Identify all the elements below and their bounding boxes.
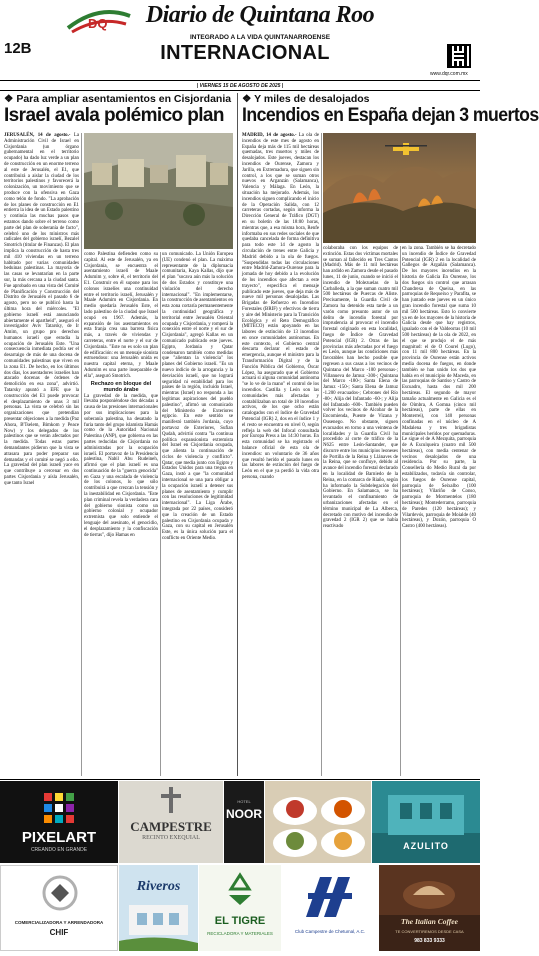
pixelart-title: PIXELART xyxy=(21,829,97,846)
eltigre-title: EL TIGRE xyxy=(214,915,266,927)
chif-subtitle: COMERCIALIZADORA Y ARRENDADORA xyxy=(14,920,104,925)
column-divider xyxy=(321,133,322,776)
left-article-column-3 xyxy=(162,252,233,776)
noor-subtitle: HOTEL xyxy=(237,799,251,804)
left-article-headline[interactable]: Israel avala polémico plan xyxy=(4,105,224,126)
chif-title: CHIF xyxy=(49,928,69,937)
coffee-photo xyxy=(379,865,480,915)
riveros-photo xyxy=(119,865,198,951)
masthead-rule xyxy=(0,80,480,81)
coffee-phone[interactable]: 983 833 9333 xyxy=(414,938,445,944)
right-article-photo xyxy=(323,133,476,243)
right-article-column-2 xyxy=(323,246,398,776)
website-link[interactable]: www.dqr.com.mx xyxy=(430,71,468,77)
masthead-tagline: INTEGRADO A LA VIDA QUINTANARROENSE xyxy=(189,34,331,41)
left-article-text-1: La Administración Civil de Israel en Cisjordania (un órgano gubernamental en el territorio ocupado) ha dado luz verde a un plan de construcción en un enorme terreno al este de Jerusalén, el E1, que contribuirá a aislar la ciudad de los territorios palestinos y favorecerá la colonización, un movimiento que se produce con la ofensiva en Gaza como telón de fondo. "La aprobación de los planes de construcción en E1 entierra la idea de un Estado palestino y continúa las muchas pasos que estamos dando sobre el terreno como parte del plan de soberanía de facto", celebró uno de los ministros más radicales del gobierno israelí, Bezalel Smotrich (titular de Finanzas). El plan implica la construcción de hasta tres mil 410 viviendas en un terreno habitado por varias comunidades beduinas palestinas. La mayoría de las casas se levantarían en la parte sur, la más cercana a la ciudad santa. Fue aprobado en una vista del Comité de Planificación y Construcción del Distrito de Jerusalén el pasado 6 de agosto, pero no se publicó hasta la última hora del miércoles. "El gobierno israelí está anunciando abiertamente el apartheid", aseguró el investigador Aviv Tatarsky, de Ir Amim, un grupo pro derechos humanos israelí que estudia la ocupación de Jerusalén Este. "Una consecuencia inmediata podría ser el desarraigo de más de una docena de comunidades palestinas que viven en la zona E1. De hecho, en los últimos dos días, los asentadores israelíes han atacado docenas de órdenes de demolición en esa zona", advirtió. Tatarsky apuntó a EFE que la construcción del E1 puede provocar el desplazamiento de unas 3 mil personas. La vista se celebró sin las organizaciones que pretendían presentar objeciones a la medida (Paz Ahora, B'Tselem, Bimkom y Peace Now) y los delegados de los palestinos que se verán afectados por la medida. Todas estas partes demandantes pidieron que la vista se atrasara para poder preparar sus demandas y el comité se negó a ello. La gravedad del plan israelí yace en que contribuye a cercenar en dos partes Cisjordania y aísla Jerusalén, que tanto Israel xyxy=(4,133,79,486)
pixelart-logo-icon xyxy=(44,793,74,823)
ad-italian-coffee[interactable] xyxy=(379,865,480,951)
ad-noor[interactable] xyxy=(224,781,264,863)
ad-riveros[interactable] xyxy=(119,865,198,951)
right-article-kicker: ❖ Y miles de desalojados xyxy=(242,93,370,105)
campestre-title: CAMPESTRE xyxy=(130,819,212,834)
chif-logo-icon xyxy=(41,874,79,912)
left-article-text-2: como Palestina defienden como su capital. Al este de Jerusalén, ya en Cisjordania, se encuentra el asentamiento israelí de Maale Adumim y, sobre él, el territorio del E1. Construir en él supone para los colonos israelíes una continuidad entre el territorio israelí, Jerusalén y Maale Adumim en Cisjordania. En medio quedaría Jerusalén Este, el lado palestino de la ciudad que Israel ocupó en 1967. Además, la expansión de los asentamientos en esta franja crea una barrera física más, a través de viviendas y carreteras, entre el norte y el sur de Cisjordania. "Este no es solo un plan de edificación: es un mensaje sionista estruendoso: una Jerusalén unida es nuestra capital eterna, y Maale Adumim es una parte inseparable de ella", aseguró Smotrich. xyxy=(84,252,158,379)
coffee-title: The Italian Coffee xyxy=(401,917,458,926)
left-article-dateline: JERUSALÉN, 14 de agosto.- xyxy=(4,133,71,138)
left-article-photo xyxy=(84,133,233,249)
article-divider xyxy=(237,93,238,776)
dateline-rule xyxy=(0,90,480,91)
azulito-title: AZULITO xyxy=(403,841,449,851)
campestre-subtitle: RECINTO EXEQUIAL xyxy=(142,835,200,841)
right-article-text-1: La ola de incendios de este mes de agosto en España deja más de 115 mil hectáreas quemadas, tres muertos y miles de desalojados. Este jueves, destacan los incendios de Ourense, Zamora y Jarilla, en Extremadura, que siguen sin control, a los que se suman otros nuevos en Arganzán (Salamanca), Valencia y Málaga. En León, la situación ha mejorado. Además, los incendios siguen complicando el inicio de la Operación Salida, con 12 carreteras cortadas, según informa la Dirección General de Tráfico (DGT) en su boletín de las 18:00 horas, mientras que, a esa misma hora, Renfe informaba en sus redes sociales de que quedaba cancelada de forma definitiva para todo este 14 de agosto la circulación de trenes entre Galicia y Madrid debido a la ola de fuegos. "Suspendidas todas las circulaciones entre Madrid-Zamora-Ourense para la jornada de hoy debido a la evolución de los incendios que afectan a este trayecto", especifica el mensaje publicado este jueves, que deja más de nueve mil personas desalojadas. Las Brigadas de Refuerzo en Incendios Forestales (BRIF) y efectivos de tierra y aire del Ministerio para la Transición Ecológica y el Reto Demográfico (MITECO) están apoyando en las labores de extinción de 13 incendios en once comunidades autónomas. En este contexto, el Gobierno central descarta declarar el estado de emergencia, aunque el ministro para la Transformación Digital y de la Función Pública del Gobierno, Óscar López, ha asegurado que el Gobierno actuará si alguna comunidad autónoma "se lo ve de la mano" el control de los incendios. Castilla y León son las comunidades más afectadas y contabilizaban un total de 18 incendios activos, de los que ocho están catalogados con el índice de Gravedad Potencial (IGR) 2, dos en el índice 1 y el resto se encuentra en nivel 0, según refleja la web del Infocal consultada por Europa Press a las 14:30 horas. En esta comunidad se ha registrado el balance oficial de esta ola de incendios: un voluntario de 36 años que resultó herido el pasado lunes en las labores de extinción del fuego de León en el que ya perdió la vida otra persona, cuando xyxy=(242,133,319,481)
right-article-column-3 xyxy=(402,246,476,776)
right-article-text-2: colaboraba con los equipos de extinción. Estas dos víctimas mortales se suman al fallecido en Tres Cantos (Madrid). Más de 11 mil hectáreas han ardido en Zamora desde el pasado lunes, 11 de junio, cuando se inició el incendio de Molezuelas de la Carballeda, a la que suman cuatro mil 500 hectáreas de Puercas de Aliste. Precisamente, la Guardia Civil de Zamora ha detenido esta tarde a un varón como presunto autor de un delito de incendio forestal por imprudencia al provocar el incendio forestal originado en esta localidad, fuego de Índice de Gravedad Potencial (IGR) 2. Otras de las provincias más afectadas por el fuego es León, aunque las condiciones más favorables han hecho posible que regresen a sus casas a los vecinos de Quintana del Marco -100 personas-; Villanueva de Jamuz -300-; Quintana del Marco -180-; Santa Elena de Jamuz -150-; Santa Elena de Jamuz -1.200 evacuados-; Cebrones del Río -80-; Alija del Infantado -60-; y Alija del Infantado -600-. También pueden volver los vecinos de Alcobar de la Encomienda, Puente de Vizana y Ousenego. No obstante, siguen evacuados en torno a una veintena de localidades y la Guardia Civil ha procedido al corte de tráfico de la N625 entre León-Santander, que discurre entre los municipios leoneses de Portilla de la Reina y Llánaves de la Reina, que se confluye, debido al avance del incendio forestal declarado en la localidad de Barniedo de la Reina, en la comarca de Riaño, según ha informado la Subdelegación del Gobierno. En Salamanca, se ha levantado el confinamiento de urbanizaciones afectadas en el término municipal de La Alberca, decretado con motivo del incendio de gravedad 2 (IGR 2) que se había reactivado xyxy=(323,246,398,530)
left-article-subhead: Rechazo en bloque del mundo árabe xyxy=(90,380,152,393)
qr-code-icon[interactable] xyxy=(447,44,471,68)
eltigre-subtitle: RECICLADORA Y MATERIALES xyxy=(207,931,273,936)
ad-azulito[interactable] xyxy=(372,781,480,863)
ad-pixelart[interactable] xyxy=(0,781,118,863)
left-article-column-1 xyxy=(4,133,79,776)
right-article-column-1 xyxy=(242,133,319,776)
club-title: Club Campestre de Chetumal, A.C. xyxy=(294,929,366,934)
left-article-text-3: un comunicado. La Unión Europea (UE) condenó el plan. La máxima representante de la diplomacia comunitaria, Kaya Kallas, dijo que el plan "socava aún más la solución de dos Estados y constituye una violación del derecho internacional". "En implementarse, la construcción de asentamientos en esta zona cortaría permanentemente la continuidad geográfica y territorial entre Jerusalén Oriental ocupada y Cisjordania, y romperá la conexión entre el norte y el sur de Cisjordania", agregó Kallas en un comunicado publicado este jueves. Egipto, Jordania y Qatar condenaron también como medidas que "alientan la violencia" los planes del Gobierno israelí. "Es un nuevo indicio de la arrogancia y la desviación israelí, que no logrará seguridad ni estabilidad para los países de la región, incluido Israel, mientras (Israel) no responda a las legítimas aspiraciones del pueblo palestino", afirmó un comunicado del Ministerio de Exteriores egipcio. En este sentido se manifestó también Jordania, cuyo portavoz de Exteriores, Sufian Qudah, advirtió contra "la continua política expansionista extremista del Israel en Cisjordania ocupada, que alienta la continuación de ciclos de violencia y conflicto". Qatar, que media junto con Egipto y Estados Unidos para una tregua en Gaza, instó a que "la comunidad internacional se una para obligar a la ocupación israelí a detener sus planes de asentamiento y cumplir con las resoluciones de legitimidad internacional". La Liga Árabe, integrada por 22 países, consideró que la creación de un Estado palestino en Cisjordania ocupada y Gaza, con su capital en Jerusalén Este, es la única solución para el conflicto en Oriente Medio. xyxy=(162,252,233,542)
pixelart-subtitle: CREANDO EN GRANDE xyxy=(30,847,88,853)
cross-icon xyxy=(157,787,185,813)
recycle-icon xyxy=(221,871,259,909)
logo-text: DQ xyxy=(88,16,108,31)
riveros-title: Riveros xyxy=(136,879,181,894)
ad-food-photo[interactable] xyxy=(265,781,371,863)
left-article-column-2 xyxy=(84,252,158,776)
column-divider xyxy=(400,246,401,776)
ads-rule xyxy=(0,779,480,780)
newspaper-logo-icon xyxy=(64,6,134,36)
ad-campestre[interactable] xyxy=(119,781,223,863)
section-title: INTERNACIONAL xyxy=(160,42,330,64)
left-article-text-2b: La gravedad de la medida, que llevaba posponiéndose dos décadas a causa de las presiones internacionales por sus implicaciones para la soberanía palestina, ha desatado la furia tanto del grupo islamista Hamás como de la Autoridad Nacional Palestina (ANP), que gobierna en las partes reducidas de Cisjordania no administradas por la ocupación israelí. El portavoz de la Presidencia palestina, Nabil Abu Rudeineh, afirmó que el plan israelí es una continuación de la "guerra genocida" en Gaza y una escalada de violencia de los colonos, lo que sólo contribuirá a que crezcan la tensión y la inestabilidad en Cisjordania. "Este plan criminal revela la verdadera cara del gobierno sionista como un gobierno colonial y ocupador extremista que solo entiende el lenguaje del asesinato, el genocidio, el desplazamiento y la confiscación de tierras", dijo Hamas en xyxy=(84,393,158,538)
masthead-title[interactable]: Diario de Quintana Roo xyxy=(145,2,375,28)
food-photo xyxy=(265,781,371,863)
ad-eltigre[interactable] xyxy=(199,865,281,951)
coffee-subtitle: TE CONVERTIREMOS DESDE CASA xyxy=(395,929,464,934)
right-article-text-3: en la zona. También se ha decretado un incendio de Índice de Gravedad Potencial (IGR) 2 en la localidad de Gallegos de Argañán (Salamanca). De los mayores incendios en la historia de Galicia En Ourense, los dos fuegos sin control que arrasan Chandrexa de Queixa, en las parroquias de Requeixo y Parafita, se han juntado este jueves en un único gran incendio forestal que suma 10 mil 500 hectáreas. Esto lo convierte ya en de los mayores de la historia de Galicia desde que hay registros, igualado con el de Valdeorras (10 mil 500 hectáreas) de la ola de 2022, en el que se produjo el de más magnitud: el de O Courel (Lugo), con 11 mil 800 hectáreas. En la provincia de Ourense están activos media docena de fuegos, en donde también se han unido los dos que había en el municipio de Maceda, en las parroquias de Santiso y Castro de Escuadro, hasta dos mil 200 hectáreas. El segundo de mayor tamaño actualmente en Galicia es el de Oímbra, A Gomna (cinco mil hectáreas), parte de ellas en Monterrei), con 140 personas confinadas en el núcleo de A Madalena y tres brigadistas municipales heridos por quemaduras. Le sigue el de A Mezquita, parroquia de A Esculqueira (cuatro mil 500 hectáreas), con media centenar de vecinos desalojados de una residencia. Por su parte, la Consellería do Medio Rural da por estabilizados, todavía sin controlar, los fuegos de Ourense capital, parroquia de Seixalbo (100 hectáreas); Vilariño de Conso, parroquia de Mormentelos (180 hectáreas); Montederramo, parroquia de Paredes (120 hectáreas); y Vilardevós, parroquia de Moialde (40 hectáreas), y Dozón, parroquia O Castro (400 hectáreas). xyxy=(402,246,476,530)
column-divider xyxy=(81,133,82,776)
issue-date: | VIERNES 15 DE AGOSTO DE 2025 | xyxy=(196,83,284,89)
right-article-headline[interactable]: Incendios en España dejan 3 muertos xyxy=(242,105,539,126)
right-article-dateline: MADRID, 14 de agosto.- xyxy=(242,133,297,138)
club-logo-icon xyxy=(302,873,358,921)
page-number: 12B xyxy=(4,40,32,57)
ad-club-campestre[interactable] xyxy=(282,865,378,951)
noor-title: NOOR xyxy=(226,807,262,821)
left-article-kicker: ❖ Para ampliar asentamientos en Cisjordania xyxy=(4,93,232,105)
ad-chif[interactable] xyxy=(0,865,118,951)
column-divider xyxy=(160,252,161,776)
